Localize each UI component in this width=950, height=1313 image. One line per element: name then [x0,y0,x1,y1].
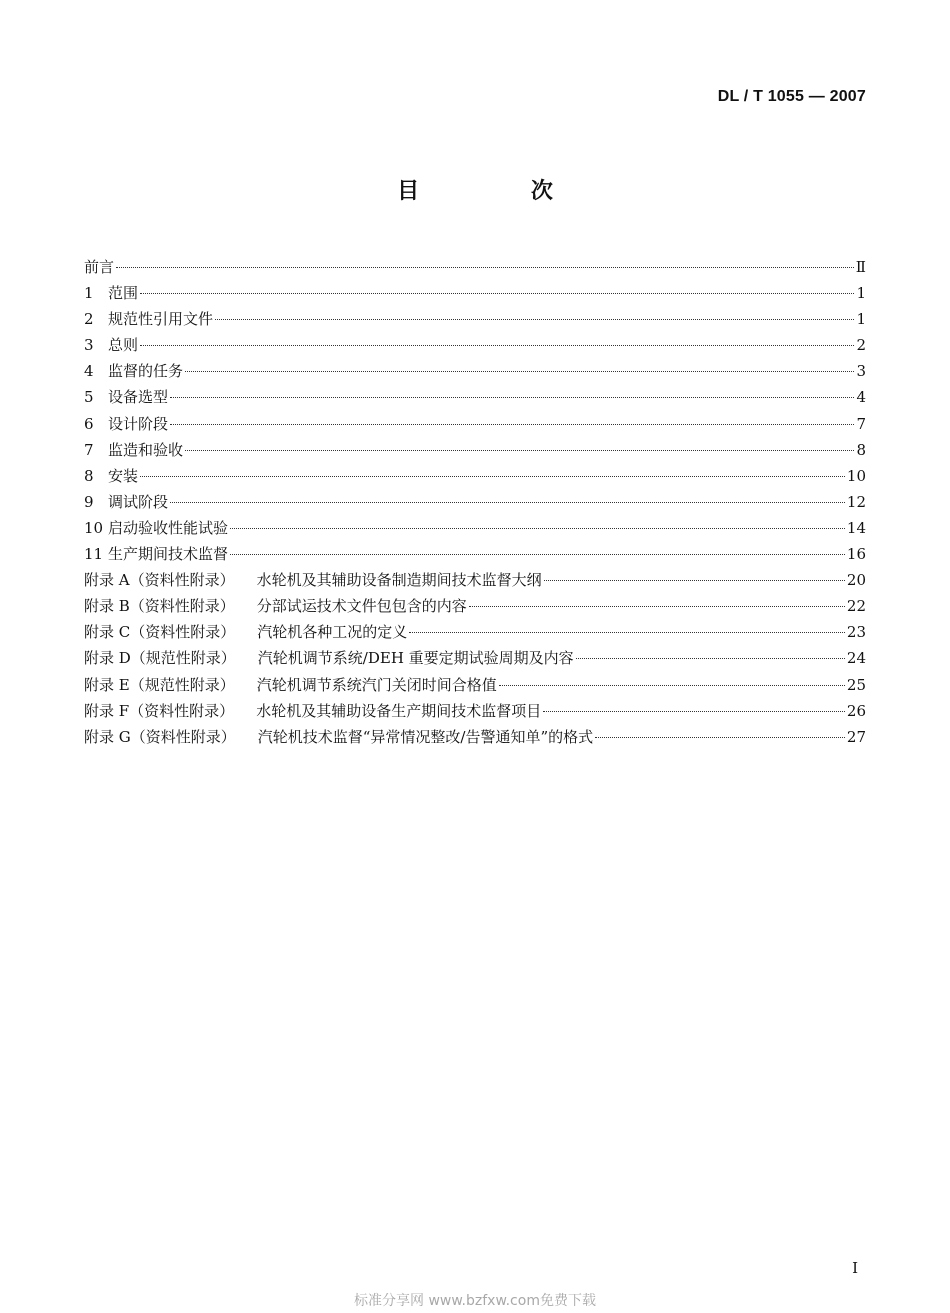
toc-dot-leader [544,580,845,581]
toc-entry[interactable] [84,254,866,280]
toc-entry[interactable] [84,672,866,698]
toc-dot-leader [185,371,854,372]
toc-entry-label: 水轮机及其辅助设备生产期间技术监督项目 [256,701,542,720]
toc-entry-label: 生产期间技术监督 [108,545,229,564]
toc-entry-number: 附录 E（规范性附录） [84,675,235,694]
toc-dot-leader [499,685,845,686]
toc-entry[interactable] [84,358,866,384]
toc-entry-label: 分部试运技术文件包包含的内容 [256,597,467,616]
toc-entry[interactable] [84,384,866,410]
toc-entry-label: 启动验收性能试验 [108,518,229,537]
toc-entry-label: 汽轮机各种工况的定义 [257,623,408,642]
toc-entry[interactable] [84,567,866,593]
toc-entry-number: 3 [84,336,94,355]
toc-entry-number: 5 [84,388,94,407]
toc-entry-page: 10 [846,466,866,485]
toc-entry-number: 附录 G（资料性附录） [84,727,236,746]
toc-entry-page: Ⅱ [855,258,866,276]
toc-entry-label: 监督的任务 [108,362,184,381]
toc-entry-page: 16 [846,545,866,564]
toc-entry[interactable] [84,306,866,332]
toc-entry-label: 水轮机及其辅助设备制造期间技术监督大纲 [256,571,542,590]
toc-entry-page: 23 [846,623,866,642]
toc-entry-page: 12 [846,492,866,511]
toc-entry[interactable] [84,724,866,750]
toc-entry[interactable] [84,645,866,671]
toc-dot-leader [230,528,845,529]
toc-dot-leader [140,476,845,477]
toc-entry-number: 8 [84,466,94,485]
toc-entry[interactable] [84,280,866,306]
toc-entry[interactable] [84,619,866,645]
toc-entry[interactable] [84,437,866,463]
toc-entry-page: 25 [846,675,866,694]
toc-entry[interactable] [84,515,866,541]
toc-entry-page: 3 [856,362,866,381]
toc-entry-label: 监造和验收 [108,440,184,459]
toc-dot-leader [140,345,854,346]
toc-entry[interactable] [84,541,866,567]
watermark: 标准分享网 www.bzfxw.com免费下载 [354,1293,596,1309]
toc-dot-leader [230,554,845,555]
toc-entry-page: 24 [846,649,866,668]
toc-entry-page: 27 [846,727,866,746]
toc-entry-number: 10 [84,518,104,537]
toc-entry[interactable] [84,698,866,724]
toc-entry[interactable] [84,411,866,437]
toc-entry-number: 2 [84,310,94,329]
toc-entry-label: 规范性引用文件 [108,310,214,329]
toc-entry[interactable] [84,489,866,515]
toc-entry[interactable] [84,332,866,358]
toc-entry-page: 1 [856,284,866,303]
toc-dot-leader [185,450,854,451]
toc-entry-label: 安装 [108,466,139,485]
toc-entry-number: 9 [84,492,94,511]
toc-entry-label: 前言 [84,258,115,276]
page-number: I [852,1259,858,1277]
toc-entry-page: 14 [846,518,866,537]
toc-dot-leader [215,319,854,320]
toc-entry-number: 11 [84,545,104,564]
toc-entry-page: 1 [856,310,866,329]
toc-dot-leader [595,737,845,738]
toc-entry-label: 设备选型 [108,388,169,407]
toc-entry[interactable] [84,463,866,489]
document-code: DL / T 1055 — 2007 [717,88,866,105]
toc-entry-number: 附录 B（资料性附录） [84,597,235,616]
toc-entry-page: 20 [846,571,866,590]
toc-entry-page: 26 [846,701,866,720]
toc-dot-leader [543,711,845,712]
toc-entry-number: 附录 A（资料性附录） [84,571,235,590]
toc-dot-leader [170,397,854,398]
toc-entry-number: 6 [84,414,94,433]
toc-dot-leader [409,632,845,633]
toc-entry[interactable] [84,593,866,619]
toc-entry-page: 4 [856,388,866,407]
toc-entry-label: 调试阶段 [108,492,169,511]
toc-dot-leader [576,658,845,659]
toc-dot-leader [170,502,845,503]
toc-entry-label: 总则 [108,336,139,355]
toc-entry-page: 2 [856,336,866,355]
toc-entry-label: 汽轮机调节系统/DEH 重要定期试验周期及内容 [257,649,574,668]
toc-entry-page: 8 [856,440,866,459]
toc-dot-leader [170,424,854,425]
toc-title: 目 次 [397,178,605,204]
toc-entry-label: 设计阶段 [108,414,169,433]
toc-entry-label: 范围 [108,284,139,303]
toc-entry-number: 1 [84,284,94,303]
toc-entry-number: 附录 C（资料性附录） [84,623,236,642]
toc-entry-number: 附录 D（规范性附录） [84,649,236,668]
toc-entry-label: 汽轮机技术监督“异常情况整改/告警通知单”的格式 [257,727,594,746]
toc-entry-page: 7 [856,414,866,433]
toc-entry-number: 4 [84,362,94,381]
toc-entry-page: 22 [846,597,866,616]
toc-dot-leader [469,606,845,607]
toc-entry-label: 汽轮机调节系统汽门关闭时间合格值 [256,675,497,694]
toc-dot-leader [140,293,854,294]
toc-list [84,254,866,750]
toc-entry-number: 7 [84,440,94,459]
toc-entry-number: 附录 F（资料性附录） [84,701,235,720]
toc-dot-leader [116,267,854,268]
